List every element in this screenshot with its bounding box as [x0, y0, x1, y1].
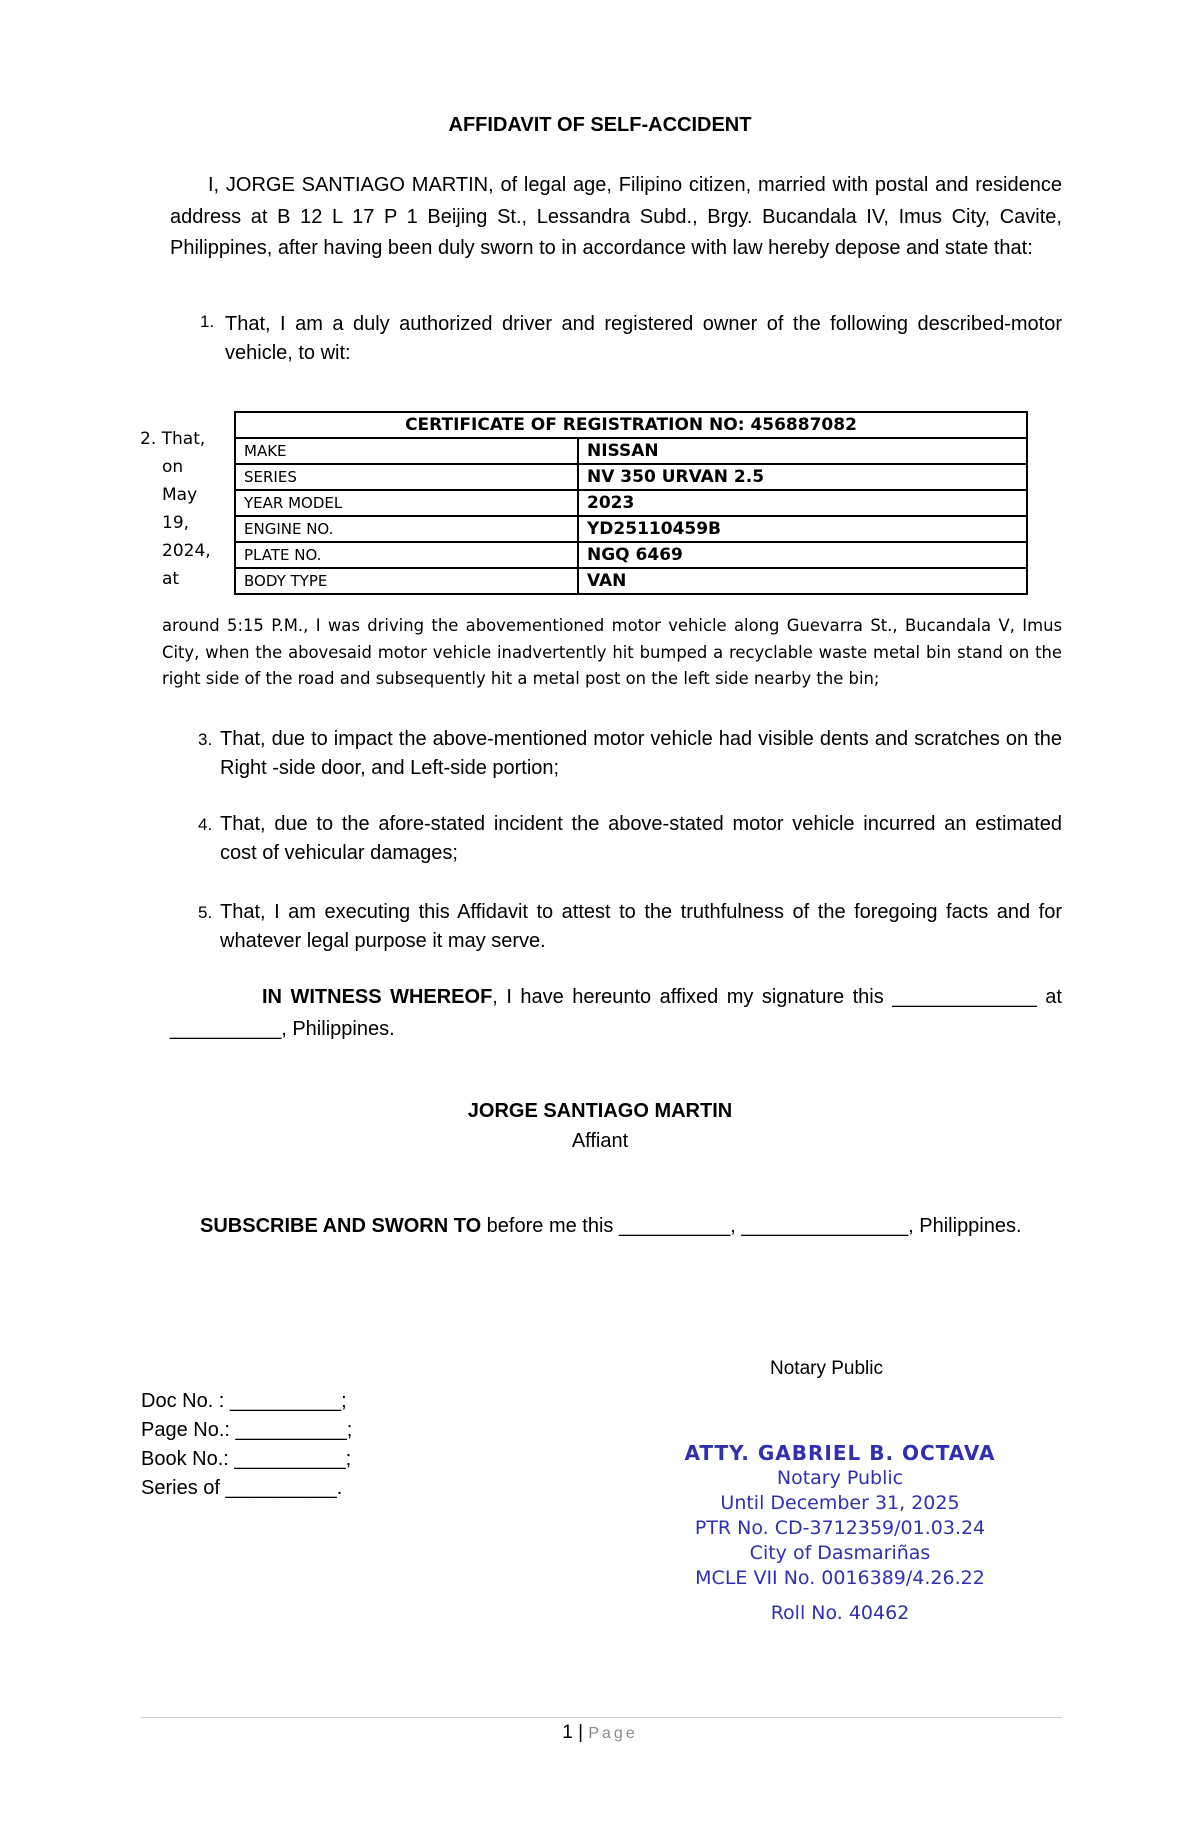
- item-2-line: 19,: [162, 513, 190, 533]
- notary-stamp-line: Notary Public: [776, 1467, 904, 1489]
- table-row: [235, 490, 1027, 516]
- doc-ref-line: Doc No. : __________;: [141, 1390, 347, 1412]
- page-number: 1: [562, 1722, 573, 1743]
- footer-separator: |: [578, 1722, 584, 1743]
- table-row: [235, 438, 1027, 464]
- item-2-line: on: [162, 457, 184, 477]
- table-row: [235, 542, 1027, 568]
- table-row: [235, 568, 1027, 594]
- item-1-text: That, I am a duly authorized driver and registered owner of the following described-motor vehicle, to wit:: [225, 313, 1062, 364]
- item-2-text: around 5:15 P.M., I was driving the abovementioned motor vehicle along Guevarra St., Bucandala V, Imus City, when the abovesaid motor vehicle inadvertently hit bumped a recyclable waste metal bin stand on the right side of the road and subsequently hit a metal post on the left side nearby the bin;: [162, 616, 1062, 688]
- registration-label: YEAR MODEL: [235, 490, 578, 516]
- item-4-number: 4.: [198, 815, 213, 834]
- table-row: [235, 464, 1027, 490]
- witness-text: , I have hereunto affixed my signature this _____________ at __________, Philippines.: [170, 986, 1062, 1040]
- registration-label: ENGINE NO.: [235, 516, 578, 542]
- page-footer: [0, 1722, 1200, 1744]
- intro-lead: I, JORGE SANTIAGO MARTIN,: [208, 174, 494, 196]
- footer-divider: [141, 1717, 1062, 1718]
- registration-label: PLATE NO.: [235, 542, 578, 568]
- item-5-number: 5.: [198, 903, 213, 922]
- notary-stamp: [600, 1441, 1080, 1626]
- notary-roll: Roll No. 40462: [770, 1602, 910, 1624]
- registration-table: [234, 411, 1028, 595]
- intro-paragraph: [170, 170, 1062, 265]
- page-word: Page: [588, 1725, 638, 1742]
- registration-label: BODY TYPE: [235, 568, 578, 594]
- item-2-line: at: [162, 569, 180, 589]
- witness-lead: IN WITNESS WHEREOF: [262, 986, 493, 1008]
- notary-public-label: Notary Public: [770, 1358, 883, 1379]
- registration-label: MAKE: [235, 438, 578, 464]
- registration-value: NV 350 URVAN 2.5: [578, 464, 1027, 490]
- notary-stamp-line: PTR No. CD-3712359/01.03.24: [694, 1517, 986, 1539]
- item-2-line: 2024,: [162, 541, 211, 561]
- item-3-text: That, due to impact the above-mentioned motor vehicle had visible dents and scratches on the Right -side door, and Left-side portion;: [220, 728, 1062, 779]
- registration-value: YD25110459B: [578, 516, 1027, 542]
- registration-label: SERIES: [235, 464, 578, 490]
- registration-value: VAN: [578, 568, 1027, 594]
- item-3-number: 3.: [198, 730, 213, 749]
- affiant-role: Affiant: [571, 1130, 629, 1152]
- subscribe-lead: SUBSCRIBE AND SWORN TO: [200, 1215, 482, 1237]
- item-4-text: That, due to the afore-stated incident the above-stated motor vehicle incurred an estimated cost of vehicular damages;: [220, 813, 1062, 864]
- witness-paragraph: [170, 982, 1062, 1045]
- notary-stamp-line: MCLE VII No. 0016389/4.26.22: [695, 1567, 985, 1589]
- notary-stamp-line: City of Dasmariñas: [749, 1542, 931, 1564]
- doc-ref-line: Series of __________.: [141, 1477, 343, 1499]
- notary-stamp-line: Until December 31, 2025: [720, 1492, 960, 1514]
- registration-value: 2023: [578, 490, 1027, 516]
- affiant-name: JORGE SANTIAGO MARTIN: [467, 1100, 733, 1122]
- document-title: AFFIDAVIT OF SELF-ACCIDENT: [448, 114, 752, 136]
- subscribe-paragraph: [200, 1215, 1100, 1238]
- registration-value: NGQ 6469: [578, 542, 1027, 568]
- item-5-text: That, I am executing this Affidavit to attest to the truthfulness of the foregoing facts and for whatever legal purpose it may serve.: [220, 901, 1062, 952]
- notary-name: ATTY. GABRIEL B. OCTAVA: [684, 1441, 996, 1465]
- subscribe-text: before me this __________, _______________, Philippines.: [481, 1215, 1022, 1237]
- doc-references: [141, 1387, 441, 1503]
- item-2-line: 2. That,: [140, 429, 206, 449]
- table-row: [235, 516, 1027, 542]
- item-2-lead: [140, 425, 218, 593]
- registration-header: CERTIFICATE OF REGISTRATION NO: 456887082: [235, 412, 1027, 438]
- item-1-number: 1.: [200, 312, 215, 331]
- registration-value: NISSAN: [578, 438, 1027, 464]
- doc-ref-line: Page No.: __________;: [141, 1419, 353, 1441]
- intro-text: of legal age, Filipino citizen, married with postal and residence address at B 12 L 17 P 1 Beijing St., Lessandra Subd., Brgy. Bucandala IV, Imus City, Cavite, Philippines, after having been duly sworn to in accordance with law hereby depose and state that:: [170, 174, 1062, 259]
- doc-ref-line: Book No.: __________;: [141, 1448, 352, 1470]
- item-2-line: May: [162, 485, 198, 505]
